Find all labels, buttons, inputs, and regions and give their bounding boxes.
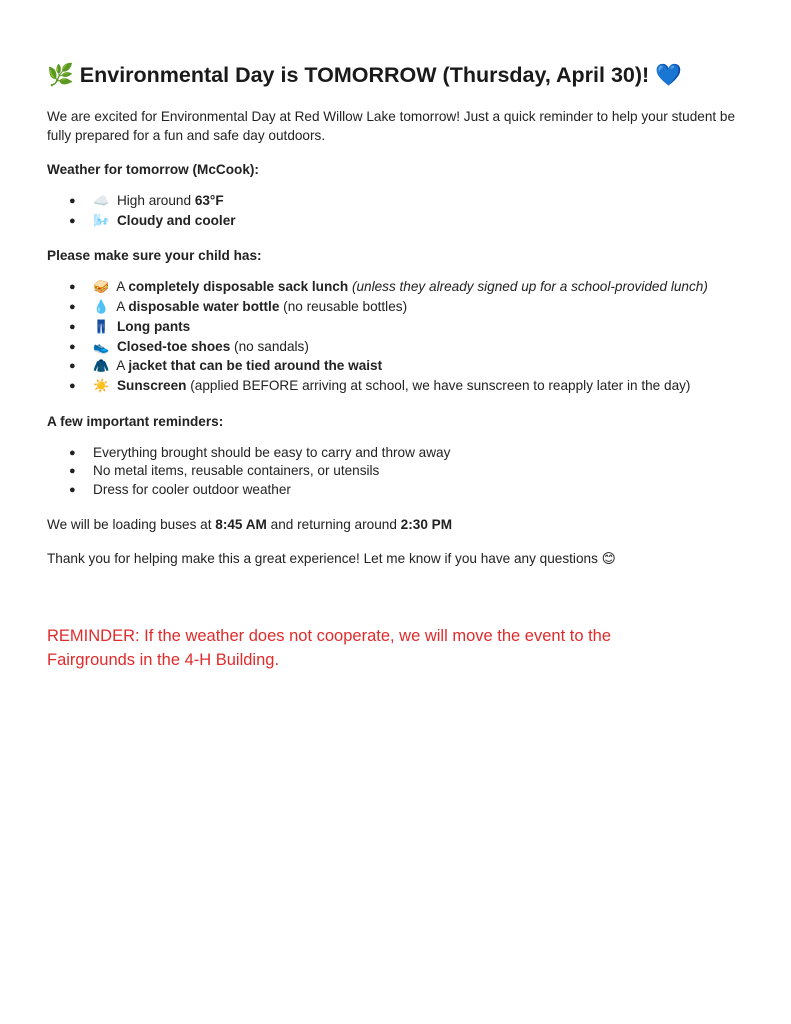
supplies-heading: Please make sure your child has: — [47, 248, 262, 264]
return-time: 2:30 PM — [400, 516, 453, 532]
page-title-text: Environmental Day is TOMORROW (Thursday, April 30)! — [79, 63, 650, 87]
item-text: A — [116, 299, 129, 315]
bullet-icon: ● — [69, 379, 76, 392]
wind-icon: 🌬️ — [93, 213, 110, 229]
list-item — [47, 338, 747, 358]
coat-icon: 🧥 — [93, 359, 110, 375]
page-title — [47, 60, 747, 91]
item-italic-text: (unless they already signed up for a school-provided lunch) — [351, 279, 708, 295]
reminders-list — [47, 444, 747, 500]
list-item — [47, 318, 747, 338]
bullet-icon: ● — [69, 340, 76, 353]
item-bold-text: jacket that can be tied around the waist — [128, 358, 383, 374]
sandwich-icon: 🥪 — [93, 280, 110, 296]
item-bold-text: Long pants — [116, 318, 191, 334]
item-bold-text: 63°F — [194, 193, 224, 208]
droplet-icon: 💧 — [93, 300, 110, 316]
schedule-text: and returning around — [266, 516, 401, 532]
weather-heading: Weather for tomorrow (McCook): — [47, 162, 259, 177]
departure-time: 8:45 AM — [215, 516, 267, 532]
list-item — [47, 481, 747, 500]
schedule-text: We will be loading buses at — [47, 516, 216, 532]
list-item — [47, 298, 747, 318]
bullet-icon: ● — [69, 301, 76, 314]
item-bold-text: disposable water bottle — [128, 299, 280, 315]
item-text: High around — [116, 193, 195, 208]
bullet-icon: ● — [69, 484, 76, 497]
jeans-icon: 👖 — [93, 319, 110, 335]
thanks-text: Thank you for helping make this a great experience! Let me know if you have any questions — [47, 550, 598, 566]
item-bold-text: Sunscreen — [116, 377, 187, 393]
bullet-icon: ● — [69, 281, 76, 294]
smile-icon: 😊 — [601, 550, 616, 567]
schedule-paragraph — [47, 515, 747, 534]
shoe-icon: 👟 — [93, 339, 110, 355]
leaf-icon: 🌿 — [47, 63, 74, 88]
item-text: (no reusable bottles) — [279, 299, 408, 315]
heart-icon: 💙 — [655, 63, 682, 88]
list-item — [47, 377, 747, 397]
item-text: Dress for cooler outdoor weather — [93, 482, 291, 498]
reminders-heading: A few important reminders: — [47, 413, 224, 429]
cloud-icon: ☁️ — [93, 194, 110, 209]
item-text: Everything brought should be easy to carry and throw away — [93, 444, 451, 460]
weather-alert: REMINDER: If the weather does not cooperate, we will move the event to the Fairgrounds in the 4-H Building. — [47, 626, 612, 669]
supplies-list — [47, 278, 747, 396]
weather-list — [47, 192, 747, 231]
sun-icon: ☀️ — [93, 378, 110, 394]
bullet-icon: ● — [69, 320, 76, 333]
bullet-icon: ● — [69, 360, 76, 373]
bullet-icon: ● — [69, 195, 76, 207]
item-text: No metal items, reusable containers, or utensils — [93, 463, 380, 479]
item-text: (applied BEFORE arriving at school, we have sunscreen to reapply later in the day) — [186, 377, 691, 393]
item-text: A — [116, 279, 129, 295]
item-text: A — [116, 358, 129, 374]
item-text: (no sandals) — [230, 338, 309, 354]
list-item — [47, 212, 747, 232]
thanks-paragraph — [47, 549, 747, 569]
list-item — [47, 278, 747, 298]
bullet-icon: ● — [69, 446, 76, 459]
list-item — [47, 357, 747, 377]
item-bold-text: Closed-toe shoes — [116, 338, 231, 354]
item-bold-text: completely disposable sack lunch — [128, 279, 349, 295]
list-item — [47, 444, 747, 463]
list-item — [47, 192, 747, 212]
letter-content — [47, 60, 747, 672]
intro-paragraph: We are excited for Environmental Day at Red Willow Lake tomorrow! Just a quick reminder to help your student be fully prepared for a fun and safe day outdoors. — [47, 109, 736, 143]
item-bold-text: Cloudy and cooler — [116, 212, 236, 228]
bullet-icon: ● — [69, 214, 76, 227]
list-item — [47, 462, 747, 481]
bullet-icon: ● — [69, 465, 76, 478]
